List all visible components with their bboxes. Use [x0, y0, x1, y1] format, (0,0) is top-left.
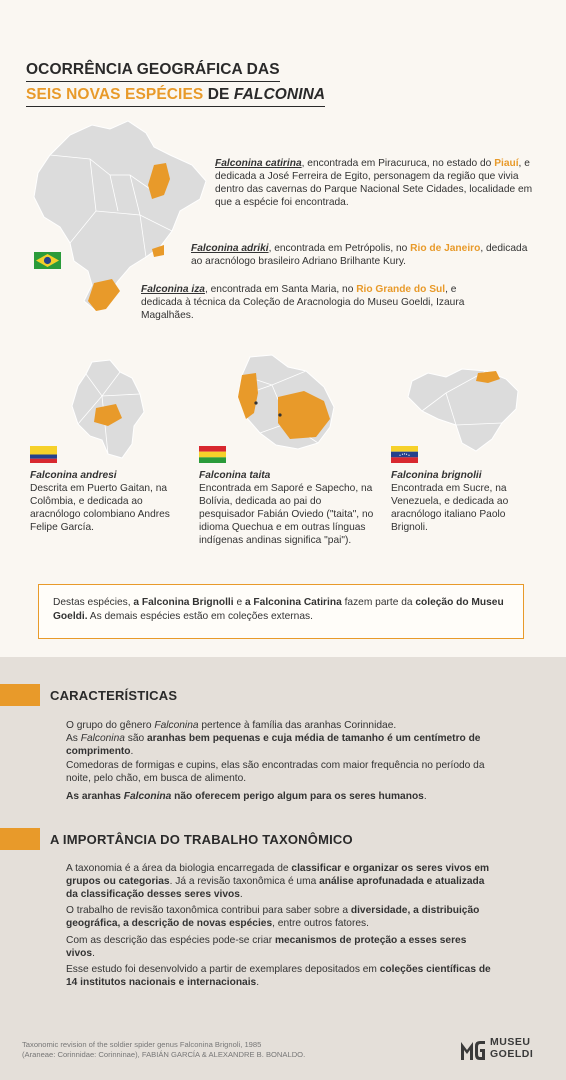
taxonomico-paragraph-1: A taxonomia é a área da biologia encarregada de classificar e organizar os seres vivos em grupos ou categorias. Já a revisão taxonômica é uma análise aprofunadada e atualizada da classificação desses seres vivos. — [66, 863, 490, 900]
colombia-map — [62, 356, 157, 466]
bolivia-flag — [199, 446, 226, 463]
taxonomico-paragraph-4: Esse estudo foi desenvolvido a partir de exemplares depositados em coleções científicas de 14 institutos nacionais e internacionais. — [66, 964, 491, 988]
collection-note-box: Destas espécies, a Falconina Brignolli e a Falconina Catirina fazem parte da coleção do Museu Goeldi. As demais espécies estão em coleções externas. — [38, 584, 524, 639]
species-andresi: Falconina andresi Descrita em Puerto Gaitan, na Colômbia, e dedicada ao aracnólogo colombiano Andres Felipe García. — [30, 470, 170, 533]
title-line-1: OCORRÊNCIA GEOGRÁFICA DAS — [26, 60, 280, 82]
species-adriki: Falconina adriki, encontrada em Petrópolis, no Rio de Janeiro, dedicada ao aracnólogo brasileiro Adriano Brilhante Kury. — [191, 243, 528, 267]
venezuela-flag — [391, 446, 418, 463]
logo-text: MUSEU GOELDI — [490, 1036, 534, 1060]
heading-taxonomico: A IMPORTÂNCIA DO TRABALHO TAXONÔMICO — [50, 832, 353, 847]
taxonomico-paragraph-3: Com as descrição das espécies pode-se criar mecanismos de proteção a esses seres vivos. — [66, 935, 467, 959]
species-brignolii: Falconina brignolii Encontrada em Sucre, na Venezuela, e dedicada ao aracnólogo italiano Paolo Brignoli. — [391, 470, 509, 533]
museu-goeldi-logo — [460, 1036, 550, 1066]
colombia-flag — [30, 446, 57, 463]
page-title — [26, 60, 325, 107]
heading-caracteristicas: CARACTERÍSTICAS — [50, 688, 178, 703]
section-bar-taxonomico — [0, 828, 40, 850]
logo-mark-icon — [460, 1038, 486, 1062]
venezuela-map — [398, 363, 528, 458]
caracteristicas-paragraph-2: Comedoras de formigas e cupins, elas são encontradas com maior frequência no período da noite, pelo chão, em busca de alimento. — [66, 760, 485, 784]
title-line-2: SEIS NOVAS ESPÉCIES DE FALCONINA — [26, 85, 325, 107]
brazil-flag — [34, 252, 61, 269]
citation-footer: Taxonomic revision of the soldier spider genus Falconina Brignoli, 1985 (Araneae: Corinnidae: Corinninae), FABIÁN GARCÍA & ALEXANDRE B. BONALDO. — [22, 1040, 306, 1059]
section-bar-caracteristicas — [0, 684, 40, 706]
caracteristicas-paragraph-1: O grupo do gênero Falconina pertence à família das aranhas Corinnidae. As Falconina são aranhas bem pequenas e cuja média de tamanho é um centímetro de comprimento. — [66, 720, 481, 757]
species-iza: Falconina iza, encontrada em Santa Maria, no Rio Grande do Sul, e dedicada à técnica da Coleção de Aracnologia do Museu Goeldi, Izaura Magalhães. — [141, 284, 465, 321]
bolivia-map — [228, 353, 343, 453]
taxonomico-paragraph-2: O trabalho de revisão taxonômica contribui para saber sobre a diversidade, a distribuição geográfica, a descrição de novas espécies, entre outros fatores. — [66, 905, 480, 929]
caracteristicas-paragraph-3: As aranhas Falconina não oferecem perigo algum para os seres humanos. — [66, 791, 427, 802]
species-catirina: Falconina catirina, encontrada em Piracuruca, no estado do Piauí, e dedicada a José Ferreira de Egito, personagem da região que vivia dentro das cavernas do Parque Nacional Sete Cidades, localidade em que a espécie foi encontrada. — [215, 158, 533, 208]
species-taita: Falconina taita Encontrada em Saporé e Sapecho, na Bolívia, dedicada ao pai do pesquisador Fabián Oviedo ("taita", no idioma Quechua e em outras línguas indígenas andinas significa "pai"). — [199, 470, 374, 546]
